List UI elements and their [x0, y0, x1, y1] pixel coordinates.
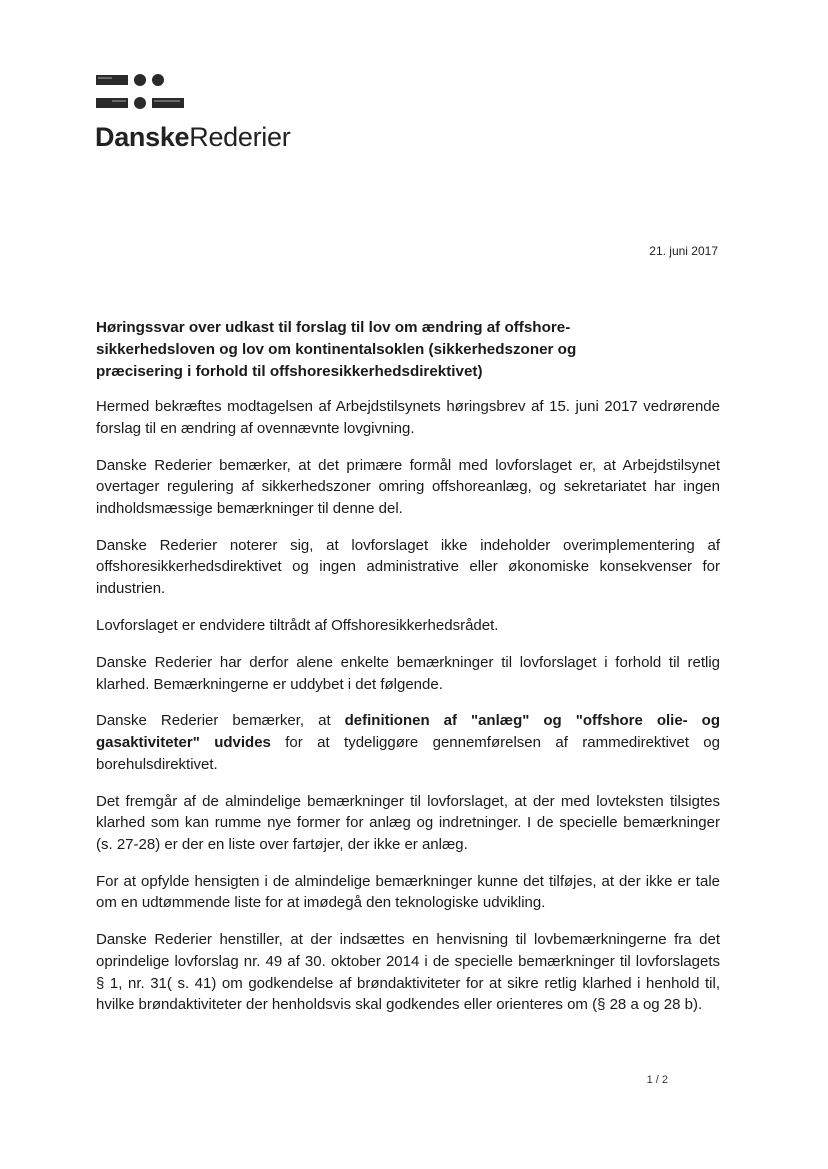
document-title: Høringssvar over udkast til forslag til lov om ændring af offshore-sikkerhedsloven og lov om kontinentalsoklen (sikkerhedszoner og præcisering i forhold til offshoresikkerhedsdirektivet) [96, 319, 577, 380]
paragraph: Det fremgår af de almindelige bemærkninger til lovforslaget, at der med lovteksten tilsigtes klarhed som kan rumme nye former for anlæg og indretninger. I de specielle bemærkninger (s. 27-28) er der en liste over fartøjer, der ikke er anlæg. [96, 792, 720, 853]
paragraph: For at opfylde hensigten i de almindelige bemærkninger kunne det tilføjes, at der ikke er tale om en udtømmende liste for at imødegå den teknologiske udvikling. [96, 872, 720, 912]
document-date: 21. juni 2017 [649, 244, 718, 258]
brand-part1: Danske [95, 122, 190, 152]
paragraph: Danske Rederier har derfor alene enkelte bemærkninger til lovforslaget i forhold til retlig klarhed. Bemærkningerne er uddybet i det følgende. [96, 653, 720, 693]
logo-mark-icon [96, 72, 188, 112]
paragraph: Hermed bekræftes modtagelsen af Arbejdstilsynets høringsbrev af 15. juni 2017 vedrørende forslag til en ændring af ovennævnte lovgivning. [96, 398, 720, 437]
paragraph: Lovforslaget er endvidere tiltrådt af Offshoresikkerhedsrådet. [96, 616, 499, 634]
brand-part2: Rederier [189, 122, 291, 152]
paragraph-text: Danske Rederier bemærker, at [96, 712, 345, 730]
paragraph: Danske Rederier noterer sig, at lovforslaget ikke indeholder overimplementering af offshoresikkerhedsdirektivet og ingen administrative eller økonomiske konsekvenser for industrien. [96, 536, 720, 597]
paragraph: Danske Rederier bemærker, at det primære formål med lovforslaget er, at Arbejdstilsynet overtager regulering af sikkerhedszoner omring offshoreanlæg, og sekretariatet har ingen indholdsmæssige bemærkninger til denne del. [96, 456, 720, 517]
paragraph-text: for at tydeliggøre gennemførelsen af rammedirektivet og borehulsdirektivet. [96, 734, 720, 773]
paragraph-bold-text: definitionen af "anlæg" og "offshore olie- og gasaktiviteter" udvides [96, 712, 720, 752]
page-number: 1 / 2 [646, 1074, 668, 1086]
brand-wordmark [95, 122, 290, 153]
paragraph: Danske Rederier henstiller, at der indsættes en henvisning til lovbemærkningerne fra det oprindelige lovforslag nr. 49 af 30. oktober 2014 i de specielle bemærkninger til lovforslagets § 1, nr. 31( s. 41) om godkendelse af brøndaktiviteter for at sikre retlig klarhed i henhold til, hvilke brøndaktiviteter der henholdsvis skal godkendes eller orienteres om (§ 28 a og 28 b). [96, 931, 720, 1014]
paragraph-definitions [96, 710, 720, 775]
document-body [96, 396, 720, 1031]
company-logo [96, 72, 188, 112]
